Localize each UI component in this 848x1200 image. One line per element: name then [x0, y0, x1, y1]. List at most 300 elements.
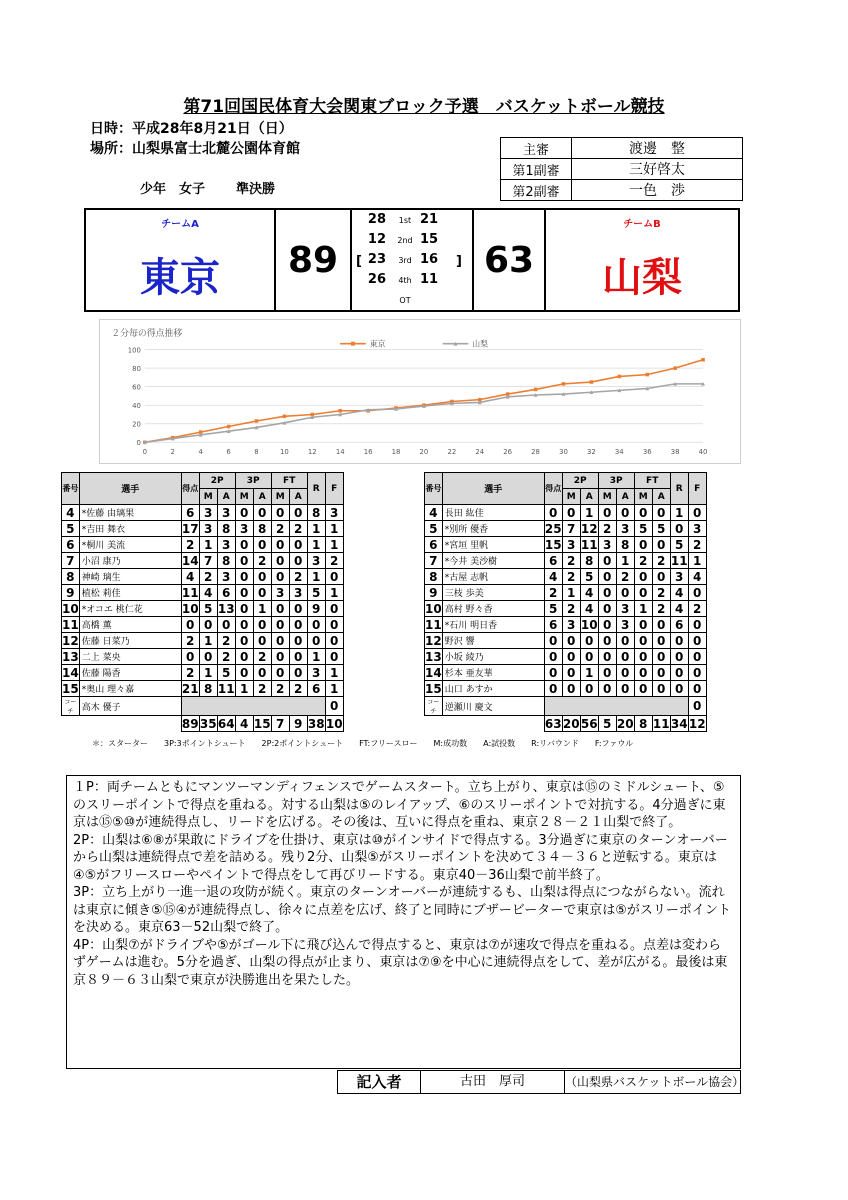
stat-cell: 0 [235, 665, 253, 681]
stat-cell: 0 [652, 537, 670, 553]
series-line-1 [145, 384, 703, 442]
referee-name: 一色 渉 [572, 180, 743, 201]
coach-label: コーチ [62, 697, 80, 716]
stat-cell: 0 [289, 553, 307, 569]
player-number: 6 [425, 537, 443, 553]
stat-cell: 1 [616, 553, 634, 569]
stat-cell: 0 [544, 649, 562, 665]
stat-cell: 2 [181, 633, 199, 649]
points-header: 得点 [544, 473, 562, 505]
player-name: 神崎 璃生 [79, 569, 181, 585]
stat-cell: 0 [253, 505, 271, 521]
table-row [425, 633, 707, 649]
stat-cell: 5 [580, 569, 598, 585]
game-report [66, 775, 741, 1069]
player-number: 4 [62, 505, 80, 521]
made-attempt-header: M [562, 489, 580, 505]
y-tick-label: 40 [132, 402, 141, 411]
stat-cell: 0 [544, 633, 562, 649]
stat-cell: 2 [652, 601, 670, 617]
stat-cell: 0 [634, 681, 652, 697]
coach-fouls: 0 [325, 697, 343, 716]
stat-cell: 1 [325, 681, 343, 697]
made-attempt-header: M [199, 489, 217, 505]
stat-cell: 4 [580, 601, 598, 617]
table-row [425, 537, 707, 553]
team-a-label: チームA [161, 219, 199, 230]
stat-cell: 2 [199, 569, 217, 585]
stat-cell: 1 [325, 521, 343, 537]
stat-cell: 0 [652, 665, 670, 681]
stat-cell: 4 [670, 585, 688, 601]
stat-cell: 1 [253, 601, 271, 617]
stat-cell: 0 [688, 633, 706, 649]
team-b-boxscore [424, 472, 707, 732]
stat-cell: 0 [253, 537, 271, 553]
quarter-score-b: 21 [420, 212, 439, 227]
stat-cell: 2 [289, 681, 307, 697]
table-row [62, 585, 344, 601]
stat-cell: 0 [598, 633, 616, 649]
made-attempt-header: A [289, 489, 307, 505]
stat-cell: 0 [670, 649, 688, 665]
stat-cell: 0 [544, 665, 562, 681]
x-tick-label: 16 [363, 448, 373, 457]
stat-cell: 7 [199, 553, 217, 569]
stat-cell: 1 [325, 665, 343, 681]
stat-cell: 8 [199, 681, 217, 697]
referee-role: 第1副審 [501, 159, 572, 180]
stat-cell: 0 [688, 585, 706, 601]
player-name: 高橋 薫 [79, 617, 181, 633]
stat-cell: 0 [562, 681, 580, 697]
stat-cell: 8 [253, 521, 271, 537]
stat-cell: 1 [325, 537, 343, 553]
stat-cell: 0 [235, 569, 253, 585]
player-name: 二上 菜央 [79, 649, 181, 665]
table-row [425, 553, 707, 569]
stat-cell: 0 [544, 505, 562, 521]
venue-line: 場所：山梨県富士北麓公園体育館 [90, 141, 300, 157]
player-number: 15 [62, 681, 79, 696]
scoreboard [84, 208, 740, 312]
data-point [673, 366, 677, 370]
stat-cell: 0 [271, 665, 289, 681]
stat-cell: 0 [271, 553, 289, 569]
stat-cell: 5 [652, 521, 670, 537]
data-point [618, 375, 622, 379]
stat-cell: 0 [652, 505, 670, 521]
stat-cell: 0 [616, 633, 634, 649]
stat-cell: 13 [217, 601, 235, 616]
stat-cell: 6 [181, 505, 199, 521]
x-tick-label: 26 [503, 448, 513, 457]
player-number: 13 [62, 649, 79, 664]
stat-cell: 3 [688, 521, 706, 537]
quarter-label: 2nd [397, 236, 413, 245]
data-point [227, 425, 231, 429]
x-tick-label: 12 [307, 448, 317, 457]
stat-cell: 11 [580, 537, 598, 552]
quarter-score-b: 16 [420, 252, 439, 267]
x-tick-label: 6 [226, 448, 231, 457]
player-number: 12 [425, 633, 442, 648]
quarter-label: 1st [398, 216, 412, 225]
table-row [62, 649, 344, 665]
header-row [425, 473, 707, 489]
stat-cell: 0 [253, 569, 271, 585]
stat-cell: 5 [670, 537, 688, 553]
player-name: 杉本 亜友華 [442, 665, 544, 681]
stat-cell: 0 [670, 665, 688, 681]
team-a-boxscore [61, 472, 344, 732]
x-tick-label: 10 [280, 448, 289, 457]
report-paragraph: 3P：立ち上がり一進一退の攻防が続く。東京のターンオーバーが連続するも、山梨は得点につながらない。流れは東京に傾き⑤⑮④が連続得点し、徐々に点差を広げ、終了と同時にブザービーターで東京は⑤がスリーポイントを決める。東京63－52山梨で終了。 [73, 885, 731, 935]
stat-cell: 1 [580, 505, 598, 521]
x-tick-label: 22 [447, 448, 457, 457]
stat-cell: 0 [271, 569, 289, 585]
table-row [62, 601, 344, 617]
total-cell: 38 [307, 716, 325, 731]
referee-table [500, 137, 743, 201]
total-cell: 10 [325, 716, 343, 731]
player-number: 13 [425, 649, 442, 664]
team-b-label: チームB [623, 219, 661, 230]
stat-cell: 2 [325, 553, 343, 569]
stat-cell: 15 [544, 537, 562, 552]
stat-cell: 3 [616, 617, 634, 633]
report-paragraph: 2P：山梨は⑥⑧が果敢にドライブを仕掛け、東京は⑩がインサイドで得点する。3分過ぎに東京のターンオーバーから山梨は連続得点で差を詰める。残り2分、山梨⑤がスリーポイントを決めて３４－３６と逆転する。東京は④⑤がフリースローやペイントで得点をして再びリードする。東京40－36山梨で前半終了。 [73, 832, 728, 883]
stat-cell: 0 [634, 585, 652, 601]
stat-cell: 21 [181, 681, 199, 696]
made-attempt-header: M [271, 489, 289, 505]
total-cell: 5 [598, 716, 616, 732]
stat-cell: 0 [253, 633, 271, 649]
player-number: 14 [62, 665, 79, 680]
made-attempt-header: A [253, 489, 271, 505]
stat-cell: 0 [325, 601, 343, 617]
stat-cell: 0 [217, 617, 235, 633]
stat-cell: 0 [562, 649, 580, 665]
stat-cell: 0 [688, 617, 706, 633]
player-number: 5 [62, 521, 80, 537]
recorder-label: 記入者 [356, 1073, 402, 1091]
stat-cell: 2 [616, 569, 634, 585]
referee-name: 三好啓太 [572, 159, 743, 180]
stat-cell: 0 [235, 617, 253, 633]
stat-cell: 0 [634, 665, 652, 681]
totals-spacer [425, 716, 545, 732]
three-point-header: 3P [598, 473, 634, 489]
team-a-name: 東京 [140, 255, 220, 301]
report-paragraph: 4P：山梨⑦がドライブや⑤がゴール下に飛び込んで得点すると、東京は⑦が速攻で得点を重ねる。点差は変わらずゲームは進む。5分を過ぎ、山梨の得点が止まり、東京は⑦⑨を中心に連続得点をして、差が広がる。最後は東京８９－６３山梨で東京が決勝進出を果たした。 [73, 937, 728, 988]
stat-cell: 0 [688, 505, 706, 521]
stat-cell: 2 [562, 569, 580, 585]
data-point [701, 358, 705, 362]
stat-cell: 0 [688, 665, 706, 681]
category: 少年 女子 [140, 182, 206, 197]
stat-cell: 3 [562, 617, 580, 633]
stat-cell: 2 [562, 601, 580, 617]
table-row [425, 521, 707, 537]
free-throw-header: FT [271, 473, 307, 489]
team-a-total: 89 [287, 240, 339, 281]
table-row [62, 553, 344, 569]
quarter-score-a: 12 [367, 232, 386, 247]
table-row [425, 569, 707, 585]
stat-cell: 2 [253, 553, 271, 569]
table-row [425, 601, 707, 617]
stat-cell: 0 [235, 601, 253, 617]
stat-cell: 0 [253, 617, 271, 633]
coach-name: 逆瀬川 慶文 [442, 697, 544, 716]
x-tick-label: 28 [531, 448, 540, 457]
made-attempt-header: A [616, 489, 634, 505]
table-row [62, 665, 344, 681]
player-number: 14 [425, 665, 442, 680]
stat-cell: 3 [217, 537, 235, 553]
stat-cell: 0 [325, 569, 343, 585]
coach-blank [544, 697, 688, 716]
stat-cell: 10 [181, 601, 199, 616]
stat-cell: 4 [544, 569, 562, 585]
stat-cell: 0 [199, 649, 217, 665]
coach-label: コーチ [425, 697, 443, 716]
quarter-score-a: 26 [367, 272, 386, 287]
stat-cell: 0 [253, 585, 271, 601]
referee-role: 第2副審 [501, 180, 572, 201]
stat-cell: 3 [199, 505, 217, 521]
stat-cell: 2 [562, 553, 580, 569]
player-header: 選手 [79, 473, 181, 505]
made-attempt-header: M [634, 489, 652, 505]
stat-cell: 0 [235, 649, 253, 665]
x-tick-label: 18 [391, 448, 401, 457]
stat-cell: 0 [271, 537, 289, 553]
three-point-header: 3P [235, 473, 271, 489]
stat-cell: 0 [271, 505, 289, 521]
stat-cell: 3 [616, 601, 634, 617]
table-row [425, 665, 707, 681]
stat-cell: 6 [544, 617, 562, 633]
quarter-score-a: 23 [367, 252, 386, 267]
stat-cell: 0 [652, 681, 670, 697]
stat-cell: 1 [562, 585, 580, 601]
stat-cell: 0 [688, 681, 706, 697]
quarter-row [352, 232, 472, 252]
stat-cell: 0 [580, 649, 598, 665]
team-b-name: 山梨 [602, 255, 682, 301]
table-row [62, 633, 344, 649]
made-attempt-header: A [652, 489, 670, 505]
foul-header: F [325, 473, 343, 505]
stat-cell: 0 [235, 505, 253, 521]
stat-cell: 2 [217, 649, 235, 665]
number-header: 番号 [425, 473, 443, 505]
stat-cell: 2 [289, 521, 307, 537]
total-cell: 89 [181, 716, 199, 731]
total-cell: 12 [688, 716, 706, 731]
stat-cell: 0 [598, 569, 616, 585]
made-attempt-header: M [235, 489, 253, 505]
stat-cell: 5 [217, 665, 235, 681]
table-row [62, 617, 344, 633]
player-number: 9 [62, 585, 80, 601]
stat-cell: 0 [562, 665, 580, 681]
legend-label: 東京 [369, 339, 386, 349]
stat-cell: 2 [652, 553, 670, 569]
stat-cell: 3 [307, 553, 325, 569]
player-name: 野沢 響 [442, 633, 544, 649]
stat-cell: 17 [181, 521, 199, 536]
table-row [62, 537, 344, 553]
total-cell: 4 [235, 716, 253, 732]
x-tick-label: 30 [559, 448, 568, 457]
player-number: 9 [425, 585, 443, 601]
total-cell: 15 [253, 716, 271, 731]
quarter-score-a: 28 [367, 212, 386, 227]
stat-cell: 0 [598, 505, 616, 521]
player-header: 選手 [442, 473, 544, 505]
x-tick-label: 38 [670, 448, 680, 457]
stat-cell: 0 [289, 617, 307, 633]
table-row [62, 569, 344, 585]
player-number: 11 [425, 617, 442, 632]
x-tick-label: 20 [419, 448, 429, 457]
player-name: *奥山 理々嘉 [79, 681, 181, 697]
data-point [590, 380, 594, 384]
stat-cell: 0 [598, 553, 616, 569]
stat-cell: 1 [688, 553, 706, 569]
stat-cell: 0 [616, 681, 634, 697]
made-attempt-header: A [217, 489, 235, 505]
referee-row [501, 159, 743, 180]
stat-cell: 1 [634, 601, 652, 617]
rebound-header: R [670, 473, 688, 505]
coach-blank [181, 697, 325, 716]
stat-cell: 8 [217, 521, 235, 537]
stat-cell: 3 [217, 569, 235, 585]
stat-cell: 3 [217, 505, 235, 521]
x-tick-label: 8 [254, 448, 259, 457]
stat-cell: 0 [271, 617, 289, 633]
legend-label: 山梨 [472, 339, 489, 349]
x-tick-label: 2 [170, 448, 175, 457]
player-number: 8 [62, 569, 80, 585]
player-number: 11 [62, 617, 79, 632]
stat-cell: 1 [235, 681, 253, 697]
player-name: *古屋 志帆 [442, 569, 544, 585]
player-name: 植松 莉佳 [79, 585, 181, 601]
stat-cell: 0 [616, 505, 634, 521]
two-point-header: 2P [199, 473, 235, 489]
stat-cell: 2 [688, 537, 706, 553]
stat-cell: 2 [271, 681, 289, 697]
x-tick-label: 0 [142, 448, 148, 457]
stat-cell: 5 [307, 585, 325, 601]
total-cell: 7 [271, 716, 289, 732]
stat-cell: 25 [544, 521, 562, 536]
stat-cell: 0 [670, 681, 688, 697]
player-name: *別所 優香 [442, 521, 544, 537]
table-row [62, 681, 344, 697]
x-tick-label: 36 [642, 448, 652, 457]
stat-cell: 5 [199, 601, 217, 617]
data-point [283, 415, 287, 419]
stat-cell: 0 [307, 633, 325, 649]
player-number: 8 [425, 569, 443, 585]
stat-cell: 3 [235, 521, 253, 537]
stat-cell: 0 [634, 569, 652, 585]
stat-cell: 6 [217, 585, 235, 601]
totals-spacer [62, 716, 182, 732]
stat-cell: 8 [217, 553, 235, 569]
stat-cell: 3 [562, 537, 580, 553]
stat-cell: 0 [670, 633, 688, 649]
y-tick-label: 60 [132, 383, 141, 392]
rebound-header: R [307, 473, 325, 505]
player-name: 小沼 康乃 [79, 553, 181, 569]
player-number: 10 [425, 601, 442, 616]
table-row [425, 649, 707, 665]
stat-cell: 0 [289, 665, 307, 681]
coach-fouls: 0 [688, 697, 706, 716]
y-tick-label: 20 [132, 420, 141, 429]
data-point [645, 373, 649, 377]
legend-marker [351, 342, 355, 346]
player-name: *石川 明日香 [442, 617, 544, 633]
score-progression-chart [99, 319, 741, 464]
player-name: *吉田 舞衣 [79, 521, 181, 537]
player-number: 15 [425, 681, 442, 696]
stat-cell: 0 [634, 505, 652, 521]
stat-cell: 6 [307, 681, 325, 697]
bracket-open: [ [356, 254, 362, 269]
stat-cell: 7 [562, 521, 580, 537]
stat-cell: 0 [688, 649, 706, 665]
stat-cell: 0 [289, 601, 307, 617]
table-row [425, 585, 707, 601]
made-attempt-header: A [580, 489, 598, 505]
player-number: 5 [425, 521, 443, 537]
date-line: 日時：平成28年8月21日（日） [90, 121, 293, 137]
quarter-score-b: 11 [420, 272, 439, 287]
player-name: *桐川 美流 [79, 537, 181, 553]
y-tick-label: 80 [132, 365, 141, 374]
stat-cell: 0 [307, 617, 325, 633]
stat-cell: 11 [181, 585, 199, 600]
quarter-row [352, 272, 472, 292]
stat-cell: 2 [253, 681, 271, 697]
total-cell: 64 [217, 716, 235, 731]
referee-role: 主審 [501, 138, 572, 159]
stat-cell: 0 [289, 537, 307, 553]
total-cell: 20 [562, 716, 580, 731]
total-cell: 8 [634, 716, 652, 732]
stat-cell: 0 [598, 649, 616, 665]
x-tick-label: 34 [614, 448, 624, 457]
quarter-row [352, 252, 472, 272]
stat-cell: 1 [670, 505, 688, 521]
x-tick-label: 24 [475, 448, 485, 457]
stat-cell: 2 [181, 665, 199, 681]
stat-cell: 0 [598, 601, 616, 617]
stat-cell: 3 [616, 521, 634, 537]
y-tick-label: 0 [136, 439, 141, 448]
total-cell: 56 [580, 716, 598, 731]
stat-cell: 0 [235, 537, 253, 553]
data-point [255, 419, 259, 423]
